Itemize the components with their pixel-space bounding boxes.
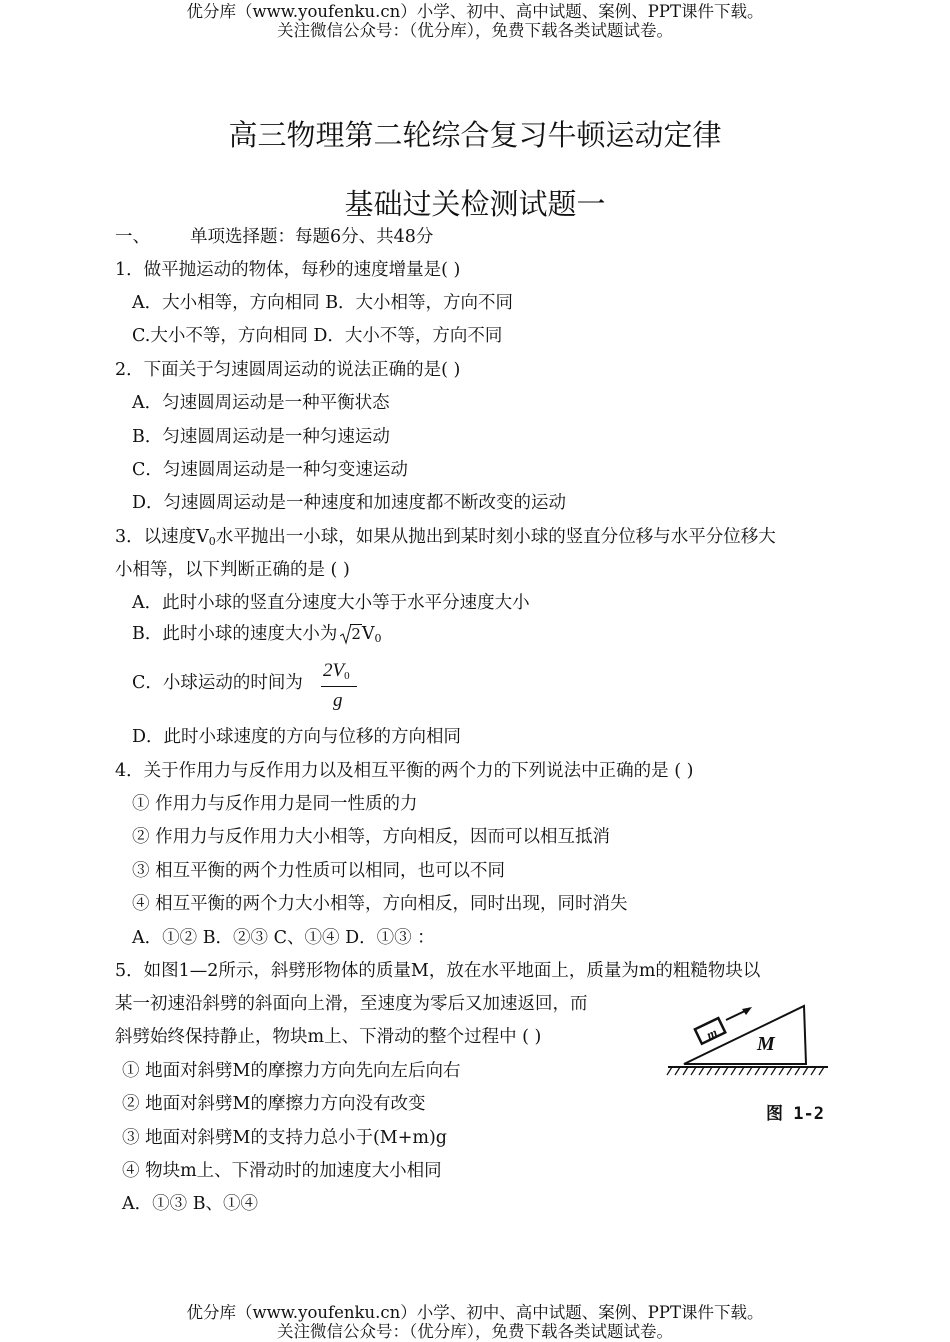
q3-stem-line-1 (115, 526, 776, 553)
q5-stem-line-3: 斜劈始终保持静止，物块m上、下滑动的整个过程中 ( ) (115, 1027, 542, 1047)
q2-option-b: B．匀速圆周运动是一种匀速运动 (132, 427, 390, 447)
q5-stem-line-1: 5．如图1—2所示，斜劈形物体的质量M，放在水平地面上，质量为m的粗糙物块以 (115, 961, 761, 981)
fraction-denominator: g (333, 690, 343, 711)
fraction-bar (321, 686, 357, 687)
fraction-numerator-text: 2V (323, 660, 345, 681)
q4-statement-4: ④ 相互平衡的两个力大小相等，方向相反，同时出现，同时消失 (132, 894, 628, 914)
q2-option-d: D．匀速圆周运动是一种速度和加速度都不断改变的运动 (132, 493, 567, 513)
q1-stem: 1．做平抛运动的物体，每秒的速度增量是( ) (115, 260, 461, 280)
q2-option-a: A．匀速圆周运动是一种平衡状态 (132, 393, 390, 413)
header-line-1: 优分库（www.youfenku.cn）小学、初中、高中试题、案例、PPT课件下载。 (186, 2, 764, 21)
section-heading: 单项选择题：每题6分、共48分 (190, 227, 434, 247)
incline-diagram (662, 996, 842, 1086)
wedge-label: M (757, 1033, 775, 1055)
q5-statement-3: ③ 地面对斜劈M的支持力总小于(M+m)g (122, 1128, 448, 1148)
ground-hatch (667, 1067, 824, 1075)
page-subtitle: 基础过关检测试题一 (344, 187, 606, 221)
sqrt-argument: 2 (351, 625, 361, 643)
q3-stem-subscript: 0 (208, 535, 216, 548)
q3-option-b (132, 623, 382, 650)
section-number: 一、 (115, 227, 150, 247)
q2-stem: 2．下面关于匀速圆周运动的说法正确的是( ) (115, 360, 461, 380)
q3-stem-start: 3．以速度V (115, 527, 209, 547)
q3-option-b-subscript: 0 (374, 632, 382, 645)
q4-options: A．①② B．②③ C、①④ D．①③ ： (132, 928, 435, 948)
footer-line-2: 关注微信公众号：（优分库），免费下载各类试题试卷。 (277, 1322, 673, 1341)
q1-options-cd: C.大小不等，方向相同 D．大小不等，方向不同 (132, 326, 503, 346)
q4-stem: 4．关于作用力与反作用力以及相互平衡的两个力的下列说法中正确的是 ( ) (115, 761, 694, 781)
q5-statement-2: ② 地面对斜劈M的摩擦力方向没有改变 (122, 1094, 426, 1114)
header-line-2: 关注微信公众号：（优分库），免费下载各类试题试卷。 (277, 21, 673, 40)
q3-option-d: D．此时小球速度的方向与位移的方向相同 (132, 727, 462, 747)
q3-option-a: A．此时小球的竖直分速度大小等于水平分速度大小 (132, 593, 530, 613)
fraction-numerator (323, 660, 350, 682)
q5-statement-4: ④ 物块m上、下滑动时的加速度大小相同 (122, 1161, 442, 1181)
footer-line-1: 优分库（www.youfenku.cn）小学、初中、高中试题、案例、PPT课件下载。 (186, 1303, 764, 1322)
q5-statement-1: ① 地面对斜劈M的摩擦力方向先向左后向右 (122, 1061, 461, 1081)
q4-statement-3: ③ 相互平衡的两个力性质可以相同，也可以不同 (132, 861, 506, 881)
q3-stem-line-2: 小相等，以下判断正确的是 ( ) (115, 560, 350, 580)
q3-option-c: C．小球运动的时间为 (132, 673, 303, 693)
q4-statement-1: ① 作用力与反作用力是同一性质的力 (132, 794, 418, 814)
q5-stem-line-2: 某一初速沿斜劈的斜面向上滑，至速度为零后又加速返回，而 (115, 994, 588, 1014)
q5-options: A．①③ B、①④ (122, 1194, 259, 1214)
q1-options-ab: A．大小相等，方向相同 B．大小相等，方向不同 (132, 293, 514, 313)
q3-option-b-v: V (361, 624, 375, 644)
q3-stem-rest: 水平抛出一小球，如果从抛出到某时刻小球的竖直分位移与水平分位移大 (215, 527, 776, 547)
page-title: 高三物理第二轮综合复习牛顿运动定律 (228, 118, 722, 152)
figure-incline (662, 996, 842, 1126)
block-label: m (704, 1024, 720, 1043)
fraction-numerator-subscript: 0 (344, 670, 350, 682)
q4-statement-2: ② 作用力与反作用力大小相等，方向相反，因而可以相互抵消 (132, 827, 611, 847)
sqrt-icon (340, 623, 352, 645)
arrow-head-icon (742, 1007, 752, 1015)
q2-option-c: C．匀速圆周运动是一种匀变速运动 (132, 460, 408, 480)
sqrt-expression (340, 623, 362, 645)
q3-option-b-text: B．此时小球的速度大小为 (132, 624, 338, 644)
figure-caption: 图 1-2 (766, 1104, 824, 1124)
